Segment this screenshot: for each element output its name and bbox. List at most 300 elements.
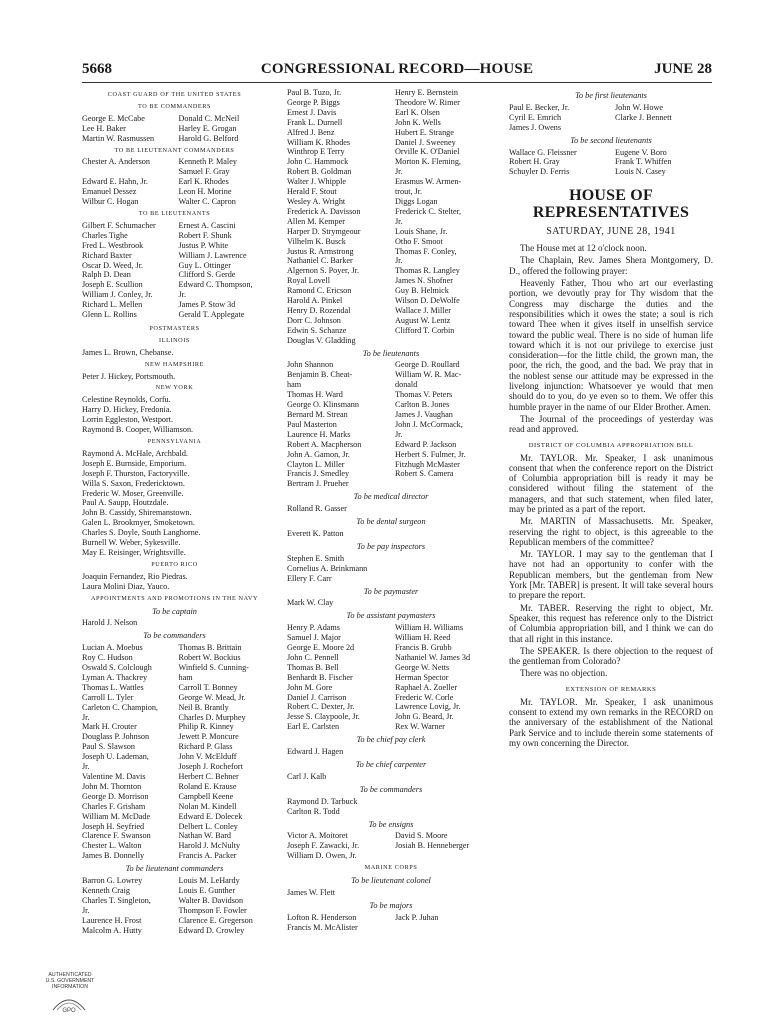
state-heading: PENNSYLVANIA (147, 438, 202, 445)
subsection-heading: To be medical director (353, 492, 429, 502)
name-left: Bernard M. Strean (287, 410, 348, 419)
name-left: Wesley A. Wright (287, 196, 346, 206)
name-right: Jack P. Juhan (395, 912, 439, 922)
list-item: John B. Cassidy, Shiremanstown. (82, 508, 192, 518)
name-left: Francis M. McAlister (287, 922, 358, 932)
name-right: Francis A. Packer (178, 851, 237, 861)
name-left: Lee H. Baker (82, 123, 126, 133)
name-right: Frank T. Whiffen (615, 157, 672, 167)
name-left: John Shannon (287, 360, 334, 370)
list-item: Edward J. Hagen (287, 747, 344, 757)
name-left: Oscar D. Weed, Jr. (82, 260, 144, 270)
name-right: Edward D. Crowley (178, 925, 245, 935)
name-row (287, 326, 495, 336)
list-item: Ellery F. Carr (287, 573, 332, 583)
name-row (82, 703, 267, 713)
name-row (287, 118, 495, 128)
name-row (287, 336, 495, 346)
name-row (82, 663, 267, 673)
name-right: Philip R. Kinney (178, 722, 234, 732)
paragraph: The SPEAKER. Is there objection to the request of the gentleman from Colorado? (509, 645, 713, 667)
name-left: Walter J. Whipple (287, 177, 346, 187)
name-row (287, 316, 495, 326)
name-right: Charles D. Murphey (178, 712, 246, 722)
name-row (509, 167, 713, 177)
name-row (287, 420, 495, 430)
name-right: Louis M. LeHardy (178, 876, 240, 886)
name-left: George D. Morrison (82, 791, 149, 801)
name-right: Kenneth P. Maley (178, 157, 237, 167)
name-row (287, 128, 495, 138)
name-row (82, 926, 267, 936)
name-row (287, 306, 495, 316)
name-list (287, 598, 495, 608)
name-row (82, 157, 267, 167)
name-right: Delbert L. Conley (178, 821, 238, 831)
name-left: Barron G. Lowrey (82, 876, 143, 886)
name-right (391, 336, 495, 346)
name-right: Thomas F. Conley, (395, 246, 457, 256)
name-row (287, 177, 495, 187)
house-title: HOUSE OF REPRESENTATIVES (532, 187, 690, 222)
name-right: Guy B. Helmick (395, 286, 449, 296)
name-right: Robert S. Camera (395, 469, 454, 479)
name-row (287, 410, 495, 420)
name-right: Jewett P. Moncure (178, 732, 239, 742)
subsection-heading: To be commanders (143, 631, 206, 641)
name-row (287, 187, 495, 197)
paragraph: Mr. TAYLOR. Mr. Speaker, I ask unanimous consent that when the conference report on the District of Columbia appropriation bill is ready it may be considered without filing the statement of the managers, and that such statement, when filed later, may be printed as a part of the report. (509, 452, 713, 514)
name-row (287, 147, 495, 157)
name-left: Edward E. Hahn, Jr. (82, 177, 148, 187)
name-left: Daniel J. Carrison (287, 692, 347, 702)
name-row (287, 207, 495, 217)
name-list (82, 372, 267, 382)
name-left: Valentine M. Davis (82, 772, 146, 781)
state-heading: ILLINOIS (159, 336, 190, 344)
name-right: Louis E. Gunther (178, 885, 236, 895)
name-right: August W. Lentz (395, 315, 451, 325)
name-row (287, 217, 495, 227)
name-right: Robert W. Bockius (178, 653, 241, 663)
name-right: Edward C. Thompson, (178, 280, 253, 290)
name-table (287, 623, 495, 732)
name-row (287, 197, 495, 207)
name-row (287, 276, 495, 286)
list-item: Celestine Reynolds, Corfu. (82, 395, 171, 405)
paragraph: Mr. TABER. Reserving the right to object, Mr. Speaker, this request has reference only to the District of Columbia appropriation bill, and I think we can do that all right in this instance. (509, 602, 713, 644)
list-item: Willa S. Saxon, Fredericktown. (82, 478, 185, 488)
name-row (509, 103, 713, 113)
list-item: Harry D. Hickey, Fredonia. (82, 405, 172, 415)
column-1 (82, 88, 267, 936)
name-left: George E. McCabe (82, 113, 145, 123)
name-left: Harold A. Pinkel (287, 296, 343, 306)
name-row (82, 300, 267, 310)
name-left: Clarence F. Swanson (82, 831, 151, 841)
name-row (82, 742, 267, 752)
name-right: Nathaniel W. James 3d (395, 652, 471, 662)
list-item: Stephen E. Smith (287, 553, 345, 563)
name-left: Alfred J. Benz (287, 127, 335, 137)
name-row (82, 251, 267, 261)
page-title: CONGRESSIONAL RECORD—HOUSE (260, 61, 534, 77)
name-left: Lofton R. Henderson (287, 912, 357, 922)
name-left: Edwin S. Schanze (287, 325, 347, 335)
list-item: James L. Brown, Chebanse. (82, 347, 174, 357)
list-item: May E. Reisinger, Wrightsville. (82, 547, 186, 557)
name-left: Paul B. Tuzo, Jr. (287, 88, 342, 97)
name-left: Thomas B. Bell (287, 662, 339, 672)
name-right: Rex W. Warner (395, 722, 445, 732)
name-right: Theodore W. Rimer (395, 97, 460, 107)
name-row (287, 683, 495, 693)
name-right: Guy L. Ottinger (178, 260, 232, 270)
name-left: William M. McDade (82, 811, 151, 821)
name-left: Joseph F. Zawacki, Jr. (287, 841, 360, 851)
name-row (82, 831, 267, 841)
list-item: Raymond D. Tarbuck (287, 796, 358, 806)
list-item: Raymond A. McHale, Archbald. (82, 448, 188, 458)
name-right: William H. Williams (395, 623, 464, 633)
paragraph: Mr. TAYLOR. Mr. Speaker, I ask unanimous consent to extend my own remarks in the RECORD on the anniversary of the establishment of the National Park Service and to include therein some statements of my own concerning the Director. (509, 696, 713, 748)
name-right: Harold G. Belford (178, 133, 239, 143)
name-left: William J. Conley, Jr. (82, 290, 153, 300)
name-row (287, 469, 495, 479)
name-row (287, 360, 495, 370)
subsection-heading: To be assistant paymasters (346, 611, 436, 621)
list-item: Charles S. Doyle, South Langhorne. (82, 528, 201, 538)
name-left: Emanuel Dessez (82, 187, 137, 197)
name-right: Herman Spector (395, 672, 449, 682)
name-left: James B. Donnelly (82, 851, 145, 861)
name-row (287, 450, 495, 460)
list-item: Rolland R. Gasser (287, 504, 347, 514)
name-row (82, 124, 267, 134)
name-row (287, 88, 495, 98)
name-row (82, 752, 267, 762)
list-item: Mark W. Clay (287, 598, 334, 608)
name-right: Hubert E. Strange (395, 127, 454, 137)
paragraph: The Journal of the proceedings of yesterday was read and approved. (509, 413, 713, 435)
page-date: JUNE 28 (654, 61, 712, 77)
name-left: Mark H. Crouter (82, 722, 137, 732)
name-left: Roy C. Hudson (82, 653, 133, 663)
name-right: Ernest A. Cascini (178, 220, 236, 230)
name-left: Clayton L. Miller (287, 459, 345, 469)
name-left: Charles T. Singleton, (82, 895, 151, 905)
name-right: Justus P. White (178, 240, 229, 250)
name-left: Paul Masterton (287, 419, 337, 429)
subsection-heading: To be lieutenant commanders (125, 864, 224, 874)
name-left: Thomas H. Ward (287, 390, 343, 400)
stamp-line: U.S. GOVERNMENT (45, 978, 95, 985)
name-row (287, 712, 495, 722)
name-list (287, 554, 495, 584)
name-row (82, 310, 267, 320)
subsection-heading: To be lieutenant colonel (351, 876, 431, 886)
name-row (287, 157, 495, 167)
name-left: Chester A. Anderson (82, 157, 150, 167)
name-left: Oswald S. Colclough (82, 663, 152, 673)
gpo-seal-icon (49, 992, 89, 1014)
name-right: Frederick C. Stelter, (395, 206, 462, 216)
name-row (287, 296, 495, 306)
name-right: Louis N. Casey (615, 167, 666, 177)
name-right: Clifford S. Gerde (178, 270, 236, 280)
name-right: John K. Wells (395, 117, 441, 127)
name-row (82, 693, 267, 703)
name-left: Fred L. Westbrook (82, 240, 144, 250)
name-row (82, 822, 267, 832)
name-right: Josiah B. Henneberger (395, 841, 470, 851)
name-left: Thomas L. Wattles (82, 682, 144, 692)
name-left: Cyril E. Emrich (509, 112, 562, 122)
name-left: Joseph U. Lademan, (82, 752, 149, 762)
name-table (82, 221, 267, 320)
name-right: Diggs Logan (395, 196, 438, 206)
section-heading: EXTENSION OF REMARKS (565, 685, 657, 693)
name-right: Orville K. O'Daniel (395, 147, 460, 157)
name-row (82, 802, 267, 812)
name-left: Joseph H. Seyfried (82, 821, 145, 831)
name-right: Jr. (178, 290, 187, 300)
name-right: Campbell Keene (178, 791, 234, 801)
name-left: John M. Thornton (82, 781, 142, 791)
subsection-heading: To be commanders (359, 784, 423, 794)
subsection-heading: To be ensigns (368, 819, 414, 829)
name-row (82, 673, 267, 683)
name-row (287, 237, 495, 247)
name-right: Morton K. Fleming, (395, 157, 461, 167)
name-right: Otho F. Smoot (395, 236, 443, 246)
name-left: Glenn L. Rollins (82, 310, 137, 320)
name-right: Samuel F. Gray (178, 167, 230, 177)
name-left: Earl E. Carlsten (287, 722, 340, 732)
subsection-heading: TO BE LIEUTENANT COMMANDERS (114, 146, 235, 154)
name-row (287, 400, 495, 410)
name-right: Earl K. Rhodes (178, 177, 229, 187)
name-left: Bertram J. Prueher (287, 479, 349, 489)
name-row (82, 841, 267, 851)
list-item: Paul A. Saupp, Houtzdale. (82, 498, 169, 508)
list-item: Laura Molini Diaz, Yauco. (82, 581, 170, 591)
name-left: Harper D. Strymgeour (287, 226, 361, 236)
name-list (287, 888, 495, 898)
section-heading: DISTRICT OF COLUMBIA APPROPRIATION BILL (528, 441, 694, 449)
section-heading: APPOINTMENTS AND PROMOTIONS IN THE NAVY (90, 594, 259, 602)
name-list (287, 797, 495, 817)
name-row (82, 280, 267, 290)
name-left (82, 167, 175, 177)
name-list (82, 618, 267, 628)
name-right: Thompson F. Fowler (178, 905, 247, 915)
name-table (82, 114, 267, 144)
subsection-heading: TO BE COMMANDERS (137, 102, 212, 110)
list-item: Cornelius A. Brinkmann (287, 563, 368, 573)
gpo-authentication-stamp (30, 972, 110, 991)
name-left: Gilbert F. Schumacher (82, 220, 156, 230)
name-table (82, 157, 267, 207)
name-right: Herbert C. Behner (178, 772, 239, 781)
name-row (82, 916, 267, 926)
name-right: Raphael A. Zoeller (395, 682, 458, 692)
name-left: Wilbur C. Hogan (82, 197, 139, 207)
paragraph: The Chaplain, Rev. James Shera Montgomery, D. D., offered the following prayer: (509, 255, 713, 276)
name-right: Neil B. Brantly (178, 702, 229, 712)
name-row (82, 896, 267, 906)
list-item: Everett K. Patton (287, 528, 344, 538)
name-row (82, 782, 267, 792)
name-row (287, 479, 495, 489)
name-right (391, 923, 495, 933)
name-left: Robert A. Macpherson (287, 439, 362, 449)
name-left: Charles Tighe (82, 230, 128, 240)
name-right: Walter C. Capron (178, 197, 236, 207)
name-row (287, 633, 495, 643)
name-row (287, 256, 495, 266)
name-right: Clarence E. Gregerson (178, 915, 253, 925)
name-right: Donald C. McNeil (178, 113, 240, 123)
column-3 (509, 88, 713, 750)
name-left: ham (287, 380, 302, 390)
name-list (287, 772, 495, 782)
name-table (287, 913, 495, 933)
name-row (287, 722, 495, 732)
name-right: Lawrence Lovig, Jr. (395, 702, 461, 712)
name-left: William D. Owen, Jr. (287, 851, 357, 861)
name-left: George P. Biggs (287, 97, 340, 107)
list-item: Burnell W. Weber, Sykesville. (82, 538, 181, 548)
name-list (287, 504, 495, 514)
name-row (82, 792, 267, 802)
name-left: Joseph E. Scullion (82, 280, 143, 290)
name-row (82, 270, 267, 280)
name-right: Clifford T. Corbin (395, 325, 455, 335)
name-right: Thomas V. Peters (395, 390, 453, 400)
name-row (82, 732, 267, 742)
name-right: Thomas B. Brittain (178, 643, 242, 653)
name-row (82, 241, 267, 251)
name-right: Francis B. Grubb (395, 643, 452, 653)
name-row (82, 167, 267, 177)
name-row (287, 247, 495, 257)
name-right: Thomas R. Langley (395, 266, 460, 276)
name-row (287, 663, 495, 673)
name-row (287, 266, 495, 276)
name-row (287, 167, 495, 177)
name-left: Francis J. Smedley (287, 469, 350, 479)
list-item: James W. Flett (287, 887, 335, 897)
name-row (82, 134, 267, 144)
name-left: Douglass P. Johnson (82, 732, 150, 742)
subsection-heading: To be second lieutenants (570, 135, 652, 145)
name-right: Harold J. McNulty (178, 841, 241, 851)
name-left: Jr. (82, 712, 90, 722)
name-left: Henry P. Adams (287, 623, 340, 633)
house-date: SATURDAY, JUNE 28, 1941 (546, 226, 676, 238)
name-right: Daniel J. Sweeney (395, 137, 456, 147)
name-left: Herald F. Stout (287, 187, 337, 197)
name-left: Winthrop E Terry (287, 147, 345, 157)
name-right: Joseph J. Rochefort (178, 762, 243, 772)
name-row (82, 722, 267, 732)
subsection-heading: To be lieutenants (362, 348, 420, 358)
name-row (287, 831, 495, 841)
name-list (287, 747, 495, 757)
name-left: Royal Lovell (287, 276, 330, 286)
name-right: Wallace J. Miller (395, 305, 451, 315)
name-row (287, 108, 495, 118)
name-left: Ernest J. Davis (287, 107, 337, 117)
name-right: Nathan W. Bard (178, 831, 232, 841)
name-row (82, 187, 267, 197)
name-right: Jr. (395, 429, 403, 439)
name-right: Jr. (395, 167, 403, 177)
name-left: Frederick A. Davisson (287, 206, 361, 216)
name-right: trout, Jr. (395, 187, 423, 197)
name-left: Justus R. Armstrong (287, 246, 354, 256)
name-table (509, 148, 713, 178)
name-left: Lyman A. Thackrey (82, 672, 148, 682)
name-row (82, 772, 267, 782)
name-right: James P. Stow 3d (178, 300, 236, 310)
name-right: John W. Howe (615, 102, 663, 112)
name-right: William W. R. Mac- (395, 370, 462, 380)
name-right: William J. Lawrence (178, 250, 247, 260)
name-right: Carlton B. Jones (395, 400, 450, 410)
name-list (82, 572, 267, 592)
name-left: Allen M. Kemper (287, 216, 345, 226)
name-left: Lucian A. Moebus (82, 643, 143, 653)
subsection-heading: To be first lieutenants (575, 91, 647, 100)
name-row (82, 906, 267, 916)
name-left: Paul S. Slawson (82, 742, 135, 752)
name-left: George O. Klinsmann (287, 400, 359, 410)
name-right (611, 123, 713, 133)
name-row (287, 643, 495, 653)
name-left: Carroll L. Tyler (82, 692, 134, 702)
stamp-line: AUTHENTICATED (48, 972, 92, 978)
name-right (391, 851, 495, 861)
name-row (82, 290, 267, 300)
subsection-heading: To be pay inspectors (356, 541, 426, 551)
name-row (82, 653, 267, 663)
state-heading: PUERTO RICO (151, 560, 198, 568)
list-item: Lorrin Eggleston, Westport. (82, 415, 174, 425)
name-left: Martin W. Rasmussen (82, 133, 155, 143)
name-right: ham (178, 672, 193, 682)
list-item: Carl J. Kalb (287, 771, 327, 781)
name-left: Ramond C. Ericson (287, 286, 352, 296)
name-left: John C. Hammock (287, 157, 349, 167)
name-left: Robert H. Gray (509, 157, 560, 167)
name-row (287, 673, 495, 683)
name-right: George D. Roullard (395, 360, 460, 370)
subsection-heading: To be chief pay clerk (356, 735, 426, 745)
name-right: Eugene V. Boro (615, 147, 667, 157)
name-left: Paul E. Becker, Jr. (509, 102, 570, 112)
name-row (287, 380, 495, 390)
name-right: Robert F. Shunk (178, 230, 232, 240)
name-left: Douglas V. Gladding (287, 335, 356, 345)
name-right: Edward E. Dolecek (178, 811, 243, 821)
name-left: Robert C. Dexter, Jr. (287, 702, 355, 712)
name-left: John C. Pennell (287, 652, 339, 662)
name-row (287, 702, 495, 712)
name-row (82, 114, 267, 124)
name-left: Laurence H. Frost (82, 915, 142, 925)
